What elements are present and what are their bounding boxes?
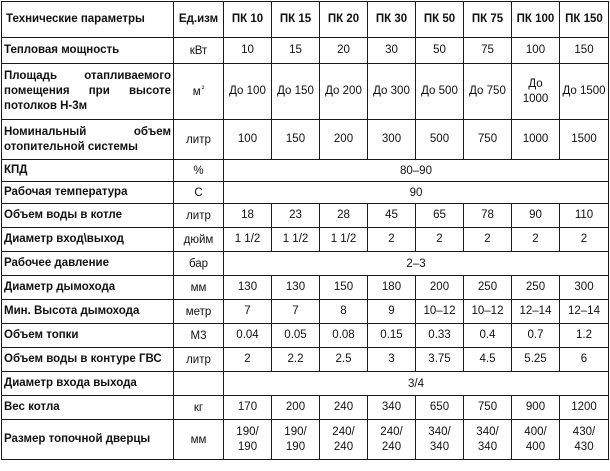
row-label: Номинальный объем отопительной системы [2,120,174,160]
table-row [2,324,609,348]
table-cell: 2 [464,228,512,252]
table-cell: 170 [224,396,272,420]
table-cell: 1 1/2 [272,228,320,252]
row-unit: мм [174,420,224,460]
table-cell: 5.25 [512,348,560,372]
table-cell: 0.4 [464,324,512,348]
column-header-pk10: ПК 10 [224,2,272,38]
row-label: Тепловая мощность [2,38,174,64]
row-label: Вес котла [2,396,174,420]
table-cell: 2 [512,228,560,252]
row-unit: С [174,182,224,204]
table-cell: 90 [512,204,560,228]
table-cell: 12–14 [512,300,560,324]
column-header-pk100: ПК 100 [512,2,560,38]
table-cell: 200 [320,120,368,160]
table-row [2,182,609,204]
table-cell: 650 [416,396,464,420]
table-row [2,120,609,160]
table-cell: 7 [272,300,320,324]
table-row [2,252,609,276]
table-cell: 750 [464,396,512,420]
table-cell: 23 [272,204,320,228]
table-cell: 500 [416,120,464,160]
table-cell: 190/ 190 [272,420,320,460]
table-cell: 12–14 [560,300,609,324]
table-cell: До 500 [416,64,464,120]
row-unit: метр [174,300,224,324]
unit-text: м [192,85,201,98]
row-unit: кВт [174,38,224,64]
table-cell: 10 [224,38,272,64]
table-cell: 430/ 430 [560,420,609,460]
row-unit: литр [174,120,224,160]
column-header-unit: Ед.изм [174,2,224,38]
table-cell: 6 [560,348,609,372]
table-cell: 250 [512,276,560,300]
merged-value-cell: 3/4 [224,372,609,396]
table-row [2,372,609,396]
column-header-pk30: ПК 30 [368,2,416,38]
header-row [2,2,609,38]
table-cell: 100 [224,120,272,160]
table-cell: 200 [416,276,464,300]
table-cell: 15 [272,38,320,64]
row-label: Рабочая температура [2,182,174,204]
table-row [2,64,609,120]
table-cell: 28 [320,204,368,228]
row-unit: дюйм [174,228,224,252]
table-cell: 190/ 190 [224,420,272,460]
table-cell: 1200 [560,396,609,420]
table-cell: 110 [560,204,609,228]
merged-value-cell: 2–3 [224,252,609,276]
table-cell: 0.08 [320,324,368,348]
unit-superscript: ² [201,83,205,93]
table-cell: 50 [416,38,464,64]
table-cell: 2.2 [272,348,320,372]
row-label: Объем воды в котле [2,204,174,228]
table-cell: 45 [368,204,416,228]
row-label: Диаметр вход\выход [2,228,174,252]
row-label: Объем воды в контуре ГВС [2,348,174,372]
column-header-parameters: Технические параметры [2,2,174,38]
table-row [2,276,609,300]
table-cell: 200 [272,396,320,420]
table-row [2,420,609,460]
table-cell: 400/ 400 [512,420,560,460]
table-row [2,160,609,182]
row-unit: кг [174,396,224,420]
boiler-spec-table [1,1,609,460]
table-cell: 18 [224,204,272,228]
table-cell: 250 [464,276,512,300]
merged-value-cell: 90 [224,182,609,204]
table-cell: 130 [272,276,320,300]
row-label: Площадь отапливаемого помещения при высоте потолков Н-3м [2,64,174,120]
column-header-pk20: ПК 20 [320,2,368,38]
table-cell: 75 [464,38,512,64]
row-label: Объем топки [2,324,174,348]
table-cell: 4.5 [464,348,512,372]
column-header-pk75: ПК 75 [464,2,512,38]
table-cell: 340/ 340 [464,420,512,460]
row-unit: мм [174,276,224,300]
row-label: Диаметр входа выхода [2,372,174,396]
table-cell: 150 [320,276,368,300]
table-cell: 300 [560,276,609,300]
table-row [2,38,609,64]
table-cell: 900 [512,396,560,420]
column-header-pk150: ПК 150 [560,2,609,38]
table-cell: 240/ 240 [320,420,368,460]
table-cell: 7 [224,300,272,324]
table-cell: 1 1/2 [320,228,368,252]
table-cell: 2 [560,228,609,252]
table-cell: До 300 [368,64,416,120]
table-cell: 0.04 [224,324,272,348]
row-unit: литр [174,204,224,228]
table-cell: 0.05 [272,324,320,348]
table-cell: 750 [464,120,512,160]
row-unit [174,64,224,120]
table-cell: 0.7 [512,324,560,348]
table-cell: До 750 [464,64,512,120]
row-label: Рабочее давление [2,252,174,276]
table-cell: 0.33 [416,324,464,348]
column-header-pk50: ПК 50 [416,2,464,38]
table-cell: 2 [416,228,464,252]
row-unit: бар [174,252,224,276]
row-unit: % [174,160,224,182]
table-cell: До 200 [320,64,368,120]
table-cell: 1 1/2 [224,228,272,252]
table-cell: 65 [416,204,464,228]
row-unit [174,372,224,396]
table-cell: 240/ 240 [368,420,416,460]
table-cell: 1.2 [560,324,609,348]
table-cell: 10–12 [464,300,512,324]
table-cell: До 1000 [512,64,560,120]
table-cell: 130 [224,276,272,300]
table-cell: 3 [368,348,416,372]
table-cell: 150 [560,38,609,64]
table-cell: 300 [368,120,416,160]
table-cell: 9 [368,300,416,324]
table-cell: До 150 [272,64,320,120]
table-cell: 180 [368,276,416,300]
table-cell: 2.5 [320,348,368,372]
row-label: Диаметр дымохода [2,276,174,300]
row-label: Мин. Высота дымохода [2,300,174,324]
row-unit: М3 [174,324,224,348]
table-cell: 340 [368,396,416,420]
table-cell: 30 [368,38,416,64]
merged-value-cell: 80–90 [224,160,609,182]
table-cell: 150 [272,120,320,160]
table-cell: До 100 [224,64,272,120]
table-cell: 0.15 [368,324,416,348]
row-unit: литр [174,348,224,372]
table-cell: 1500 [560,120,609,160]
table-cell: 8 [320,300,368,324]
row-label: Размер топочной дверцы [2,420,174,460]
column-header-pk15: ПК 15 [272,2,320,38]
table-cell: До 1500 [560,64,609,120]
table-row [2,228,609,252]
table-cell: 2 [224,348,272,372]
table-row [2,300,609,324]
table-cell: 2 [368,228,416,252]
table-cell: 3.75 [416,348,464,372]
table-cell: 78 [464,204,512,228]
table-cell: 10–12 [416,300,464,324]
table-cell: 340/ 340 [416,420,464,460]
table-cell: 240 [320,396,368,420]
table-cell: 100 [512,38,560,64]
table-row [2,348,609,372]
table-cell: 20 [320,38,368,64]
table-cell: 1000 [512,120,560,160]
table-row [2,204,609,228]
row-label: КПД [2,160,174,182]
table-row [2,396,609,420]
